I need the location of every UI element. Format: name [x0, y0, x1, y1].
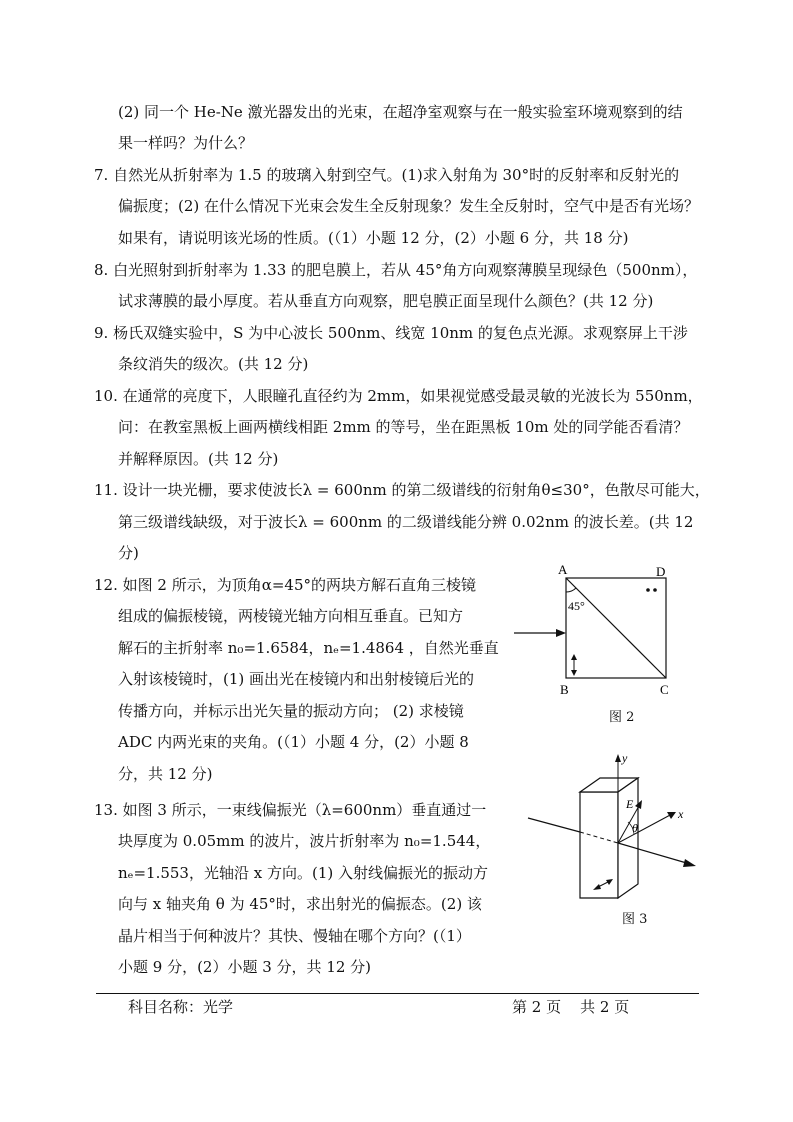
- footer-subject: 科目名称：光学: [128, 998, 234, 1016]
- text-line: (2) 同一个 He-Ne 激光器发出的光束，在超净室观察与在一般实验室环境观察到的结: [118, 103, 683, 121]
- text-line: 并解释原因。(共 12 分): [118, 450, 279, 468]
- figure-2-prism: [508, 560, 708, 730]
- text-line: 分，共 12 分): [118, 765, 213, 783]
- text-line: 试求薄膜的最小厚度。若从垂直方向观察，肥皂膜正面呈现什么颜色？(共 12 分): [118, 292, 654, 310]
- text-line: 条纹消失的级次。(共 12 分): [118, 355, 309, 373]
- text-line: 解石的主折射率 n₀=1.6584，nₑ=1.4864 ，自然光垂直: [118, 639, 499, 657]
- text-line: 偏振度；(2) 在什么情况下光束会发生全反射现象？发生全反射时，空气中是否有光场？: [118, 197, 700, 215]
- label-E: E: [626, 797, 634, 811]
- text-line: 小题 9 分，(2）小题 3 分，共 12 分): [118, 958, 372, 976]
- label-y: y: [622, 751, 628, 765]
- footer-divider: [96, 993, 699, 994]
- optic-axis-dot: [646, 588, 650, 592]
- text-line: 如果有，请说明该光场的性质。(（1）小题 12 分，(2）小题 6 分，共 18 分): [118, 229, 629, 247]
- beam-arrow-head: [683, 859, 696, 867]
- prism-diagonal: [566, 578, 666, 678]
- text-line: 果一样吗？为什么？: [118, 134, 254, 152]
- text-line: 块厚度为 0.05mm 的波片，波片折射率为 n₀=1.544，: [118, 832, 491, 850]
- label-x: x: [678, 807, 684, 821]
- plate-front-face: [580, 792, 618, 898]
- figure-3-caption: 图 3: [622, 912, 648, 927]
- text-line: 10. 在通常的亮度下，人眼瞳孔直径约为 2mm，如果视觉感受最灵敏的光波长为 550nm，: [94, 387, 703, 405]
- text-line: 8. 白光照射到折射率为 1.33 的肥皂膜上，若从 45°角方向观察薄膜呈现绿色（500nm），: [94, 261, 698, 279]
- text-line: ADC 内两光束的夹角。(（1）小题 4 分，(2）小题 8: [118, 733, 469, 751]
- text-line: 问：在教室黑板上画两横线相距 2mm 的等号，坐在距黑板 10m 处的同学能否看清？: [118, 418, 689, 436]
- arrow-down-head: [571, 670, 577, 676]
- text-line: 组成的偏振棱镜，两棱镜光轴方向相互垂直。已知方: [118, 607, 464, 625]
- text-line: 传播方向，并标示出光矢量的振动方向； (2) 求棱镜: [118, 702, 464, 720]
- text-line: 第三级谱线缺级，对于波长λ = 600nm 的二级谱线能分辨 0.02nm 的波长差。(共 12: [118, 513, 694, 531]
- text-line: 13. 如图 3 所示，一束线偏振光（λ=600nm）垂直通过一: [94, 801, 487, 819]
- text-line: 向与 x 轴夹角 θ 为 45°时，求出射光的偏振态。(2) 该: [118, 895, 482, 913]
- label-theta: θ: [632, 821, 638, 835]
- text-line: 7. 自然光从折射率为 1.5 的玻璃入射到空气。(1)求入射角为 30°时的反射率和反射光的: [94, 166, 680, 184]
- label-B: B: [560, 682, 569, 697]
- text-line: nₑ=1.553，光轴沿 x 方向。(1) 入射线偏振光的振动方: [118, 864, 488, 882]
- angle-label: 45°: [568, 599, 585, 613]
- y-axis-arrow: [615, 754, 621, 762]
- footer-page-number: 第 2 页 共 2 页: [512, 998, 630, 1016]
- arrow-up-head: [571, 654, 577, 660]
- incident-arrow-head: [556, 629, 566, 637]
- text-line: 11. 设计一块光栅，要求使波长λ = 600nm 的第二级谱线的衍射角θ≤30°，色散尽可能大，: [94, 481, 710, 499]
- angle-arc: [566, 588, 576, 592]
- text-line: 9. 杨氏双缝实验中，S 为中心波长 500nm、线宽 10nm 的复色点光源。求观察屏上干涉: [94, 324, 688, 342]
- figure-3-waveplate: [500, 748, 700, 913]
- text-line: 分): [118, 544, 139, 562]
- incoming-beam: [528, 818, 580, 832]
- label-D: D: [656, 564, 666, 579]
- figure-2-caption: 图 2: [609, 710, 635, 725]
- label-C: C: [660, 682, 669, 697]
- text-line: 入射该棱镜时，(1) 画出光在棱镜内和出射棱镜后光的: [118, 670, 475, 688]
- text-line: 12. 如图 2 所示，为顶角α=45°的两块方解石直角三棱镜: [94, 576, 476, 594]
- optic-axis-dot: [653, 588, 657, 592]
- label-A: A: [558, 562, 568, 577]
- text-line: 晶片相当于何种波片？其快、慢轴在哪个方向？(（1）: [118, 927, 471, 945]
